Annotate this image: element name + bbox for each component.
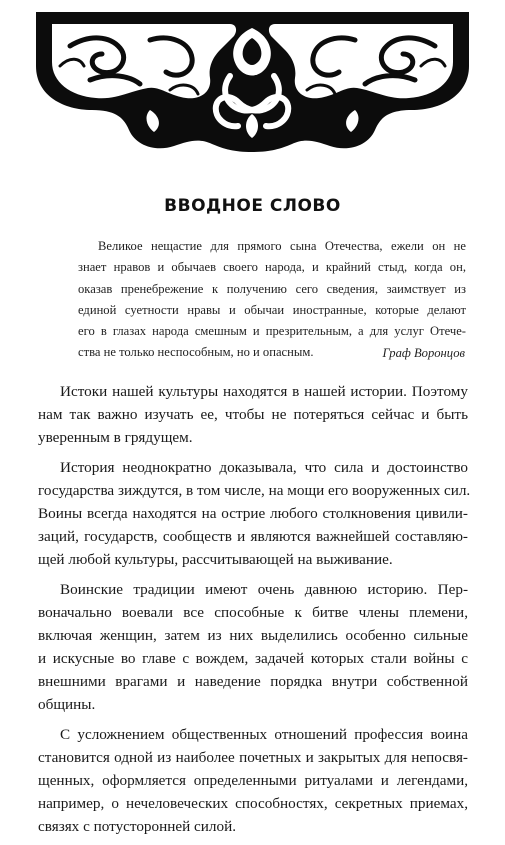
paragraph [38,380,468,449]
text-line: например, о нечеловеческих способностях, секретных приемах, [38,795,468,812]
epigraph-quote [78,236,466,364]
paragraph [38,578,468,716]
body-text [38,380,471,845]
text-line: Воины всегда находятся на острие любого столкновения цивили- [38,505,468,522]
text-line: государства зиждутся, в том числе, на мощи его вооруженных сил. [38,482,471,499]
epigraph-attribution: Граф Воронцов [382,346,465,360]
epigraph-line: Великое нещастие для прямого сына Отечества, ежели он не [98,239,466,253]
text-line: становится одной из наиболее почетных и закрытых для непосвя- [38,749,468,766]
epigraph-line: единой суетности нравы и обычаи иностранные, которые делают [78,302,466,317]
text-line: Воинские традиции имеют очень давнюю историю. Пер- [60,581,468,598]
ornamental-headpiece-icon [30,6,475,156]
text-line: уверенным в грядущем. [38,429,193,446]
text-line: и искусные во главе с вождем, задачей которых стали войны с [38,650,468,667]
epigraph-line: знает нравов и обычаев своего народа, и крайний стыд, когда он, [78,260,466,275]
text-line: общины. [38,696,96,713]
text-line: включая женщин, затем из них выделились особенно сильные [38,627,468,644]
text-line: связях с потусторонней силой. [38,818,237,835]
epigraph-line: ства не только неспособным, но и опасным. [78,345,314,360]
epigraph-line: оказав пренебрежение к получению сего сведения, заимствует из [78,281,466,296]
text-line: С усложнением общественных отношений профессия воина [60,726,468,743]
text-line: щей любой культуры, рассчитывающей на выживание. [38,551,393,568]
text-line: нам так важно изучать ее, чтобы не потеряться сейчас и быть [38,406,468,423]
text-line: щенных, оформляется определенными ритуалами и легендами, [38,772,468,789]
paragraph [38,723,468,838]
paragraph [38,456,471,571]
text-line: История неоднократно доказывала, что сила и достоинство [60,459,468,476]
text-line: внешними врагами и наведение порядка внутри собственной [38,673,468,690]
section-heading: ВВОДНОЕ СЛОВО [164,196,341,216]
text-line: заций, государств, сообществ и являются важнейшей составляю- [38,528,468,545]
epigraph-line: его в глазах народа смешным и презрительным, а для услуг Отече- [78,324,466,339]
text-line: воначально воевали все способные к битве члены племени, [38,604,468,621]
text-line: Истоки нашей культуры находятся в нашей истории. Поэтому [60,383,468,400]
